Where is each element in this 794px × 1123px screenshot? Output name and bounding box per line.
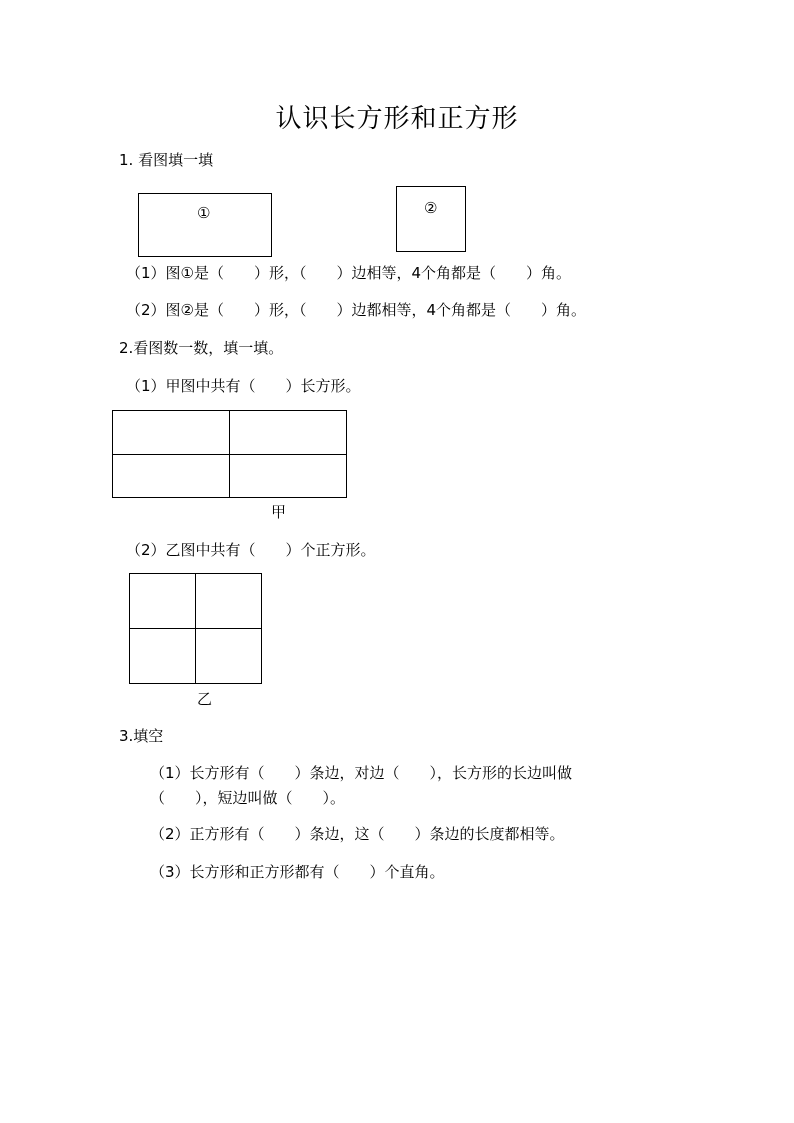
figure-jia-grid: [112, 410, 347, 498]
figure-jia-caption: 甲: [271, 503, 287, 521]
figure-jia-horizontal-line: [113, 454, 346, 455]
shape2-label: ②: [424, 199, 438, 217]
figure-yi-grid: [129, 573, 262, 684]
page-title: 认识长方形和正方形: [275, 104, 519, 134]
figure-yi-caption: 乙: [197, 690, 213, 708]
q3-line-3: （3）长方形和正方形都有（ ）个直角。: [150, 863, 445, 881]
figure-yi-horizontal-line: [130, 628, 261, 629]
square-shape-2: [396, 186, 466, 252]
q1-heading: 1. 看图填一填: [119, 151, 214, 169]
q1-line-2: （2）图②是（ ）形，（ ）边都相等，4个角都是（ ）角。: [126, 301, 587, 319]
q1-line-1: （1）图①是（ ）形，（ ）边相等，4个角都是（ ）角。: [126, 264, 572, 282]
q3-heading: 3.填空: [119, 727, 164, 745]
q2-line-2: （2）乙图中共有（ ）个正方形。: [126, 541, 376, 559]
q3-line-1b: （ ），短边叫做（ ）。: [150, 789, 346, 807]
rectangle-shape-1: [138, 193, 272, 257]
q2-line-1: （1）甲图中共有（ ）长方形。: [126, 377, 361, 395]
q3-line-1a: （1）长方形有（ ）条边，对边（ ），长方形的长边叫做: [150, 764, 573, 782]
q3-line-2: （2）正方形有（ ）条边，这（ ）条边的长度都相等。: [150, 825, 565, 843]
q2-heading: 2.看图数一数，填一填。: [119, 339, 284, 357]
shape1-label: ①: [197, 204, 211, 222]
